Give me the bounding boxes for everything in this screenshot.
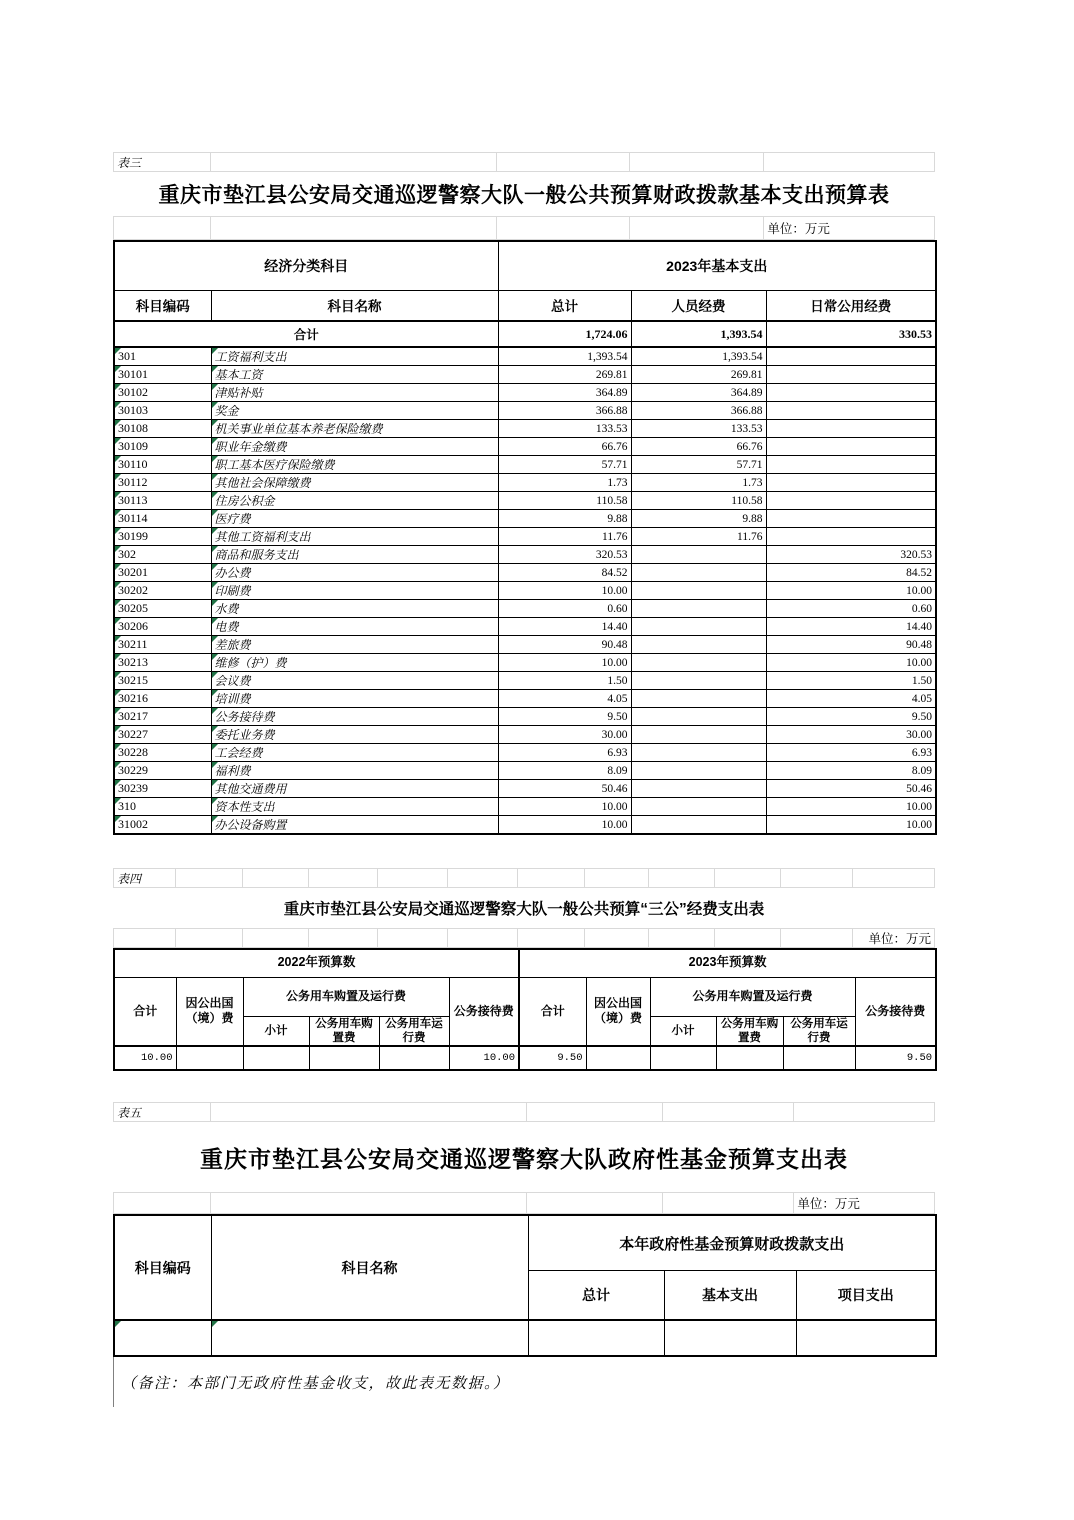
table3-name-cell: 工资福利支出 bbox=[211, 347, 498, 366]
table3-name-cell: 委托业务费 bbox=[211, 726, 498, 744]
table3-code-cell: 310 bbox=[114, 798, 211, 816]
table5-col-project: 项目支出 bbox=[796, 1270, 936, 1320]
table3-row bbox=[114, 456, 936, 474]
sheet5-gridline-row bbox=[113, 1102, 935, 1122]
table4-2023-operation: 公务用车运行费 bbox=[783, 1016, 855, 1046]
table3-code-cell: 30201 bbox=[114, 564, 211, 582]
table3-code-cell: 30199 bbox=[114, 528, 211, 546]
table3-name-cell: 基本工资 bbox=[211, 366, 498, 384]
table3-name-cell: 其他社会保障缴费 bbox=[211, 474, 498, 492]
table3-daily-cell: 9.50 bbox=[766, 708, 936, 726]
table4-2022-vehicle-group: 公务用车购置及运行费 bbox=[243, 977, 449, 1016]
grid-cell bbox=[649, 869, 715, 887]
table3-row bbox=[114, 726, 936, 744]
table5-title: 重庆市垫江县公安局交通巡逻警察大队政府性基金预算支出表 bbox=[200, 1145, 848, 1172]
table3-name-cell: 办公设备购置 bbox=[211, 816, 498, 835]
table3-name-cell: 其他工资福利支出 bbox=[211, 528, 498, 546]
table3-daily-cell: 320.53 bbox=[766, 546, 936, 564]
table3-name-cell: 住房公积金 bbox=[211, 492, 498, 510]
table3-daily-cell bbox=[766, 347, 936, 366]
grid-cell bbox=[518, 869, 585, 887]
grid-cell bbox=[378, 929, 448, 947]
grid-cell bbox=[211, 1193, 527, 1213]
grid-cell bbox=[649, 929, 715, 947]
table3-daily-cell: 10.00 bbox=[766, 798, 936, 816]
table4-unit-row bbox=[113, 928, 935, 948]
table3-daily-cell bbox=[766, 474, 936, 492]
table5-unit-label: 单位：万元 bbox=[797, 1197, 860, 1212]
grid-cell bbox=[114, 217, 211, 239]
table3-personnel-cell bbox=[631, 672, 766, 690]
table4-group-row bbox=[114, 977, 936, 1016]
grid-cell bbox=[781, 869, 853, 887]
table3-code-cell: 30108 bbox=[114, 420, 211, 438]
table5-empty-name-cell bbox=[211, 1320, 528, 1356]
table3-personnel-cell bbox=[631, 546, 766, 564]
table3-daily-cell: 10.00 bbox=[766, 816, 936, 835]
table3-row bbox=[114, 762, 936, 780]
table3-total-cell: 1.50 bbox=[498, 672, 631, 690]
table4-three-public-expense bbox=[113, 948, 937, 1071]
table3-name-cell: 会议费 bbox=[211, 672, 498, 690]
table4-value-cell bbox=[586, 1046, 650, 1070]
table3-row bbox=[114, 708, 936, 726]
table3-total-cell: 10.00 bbox=[498, 816, 631, 835]
table3-total-cell: 14.40 bbox=[498, 618, 631, 636]
table3-daily-cell bbox=[766, 456, 936, 474]
table3-row bbox=[114, 564, 936, 582]
table5-empty-total-cell bbox=[528, 1320, 664, 1356]
table4-value-cell: 10.00 bbox=[449, 1046, 519, 1070]
grid-cell bbox=[585, 869, 649, 887]
table3-total-cell: 133.53 bbox=[498, 420, 631, 438]
table5-note: （备注：本部门无政府性基金收支，故此表无数据。） bbox=[113, 1357, 935, 1407]
table4-year-2022: 2022年预算数 bbox=[114, 949, 519, 977]
table3-header-2023-basic: 2023年基本支出 bbox=[498, 241, 936, 290]
table3-total-cell: 84.52 bbox=[498, 564, 631, 582]
table3-row bbox=[114, 384, 936, 402]
table3-personnel-cell bbox=[631, 726, 766, 744]
grid-cell bbox=[176, 869, 243, 887]
grid-cell bbox=[448, 929, 518, 947]
table3-personnel-cell bbox=[631, 798, 766, 816]
table3-row bbox=[114, 366, 936, 384]
table3-total-total: 1,724.06 bbox=[498, 321, 631, 347]
table3-total-cell: 10.00 bbox=[498, 798, 631, 816]
table3-unit-label: 单位：万元 bbox=[767, 222, 830, 236]
table3-name-cell: 其他交通费用 bbox=[211, 780, 498, 798]
grid-cell bbox=[211, 1103, 527, 1121]
table3-personnel-cell bbox=[631, 564, 766, 582]
table3-personnel-cell bbox=[631, 744, 766, 762]
table3-code-cell: 30202 bbox=[114, 582, 211, 600]
table3-name-cell: 公务接待费 bbox=[211, 708, 498, 726]
table3-daily-cell bbox=[766, 420, 936, 438]
table3-row bbox=[114, 582, 936, 600]
table3-personnel-cell bbox=[631, 636, 766, 654]
table5-empty-basic-cell bbox=[664, 1320, 796, 1356]
table4-value-cell bbox=[243, 1046, 309, 1070]
table3-name-cell: 机关事业单位基本养老保险缴费 bbox=[211, 420, 498, 438]
table5-col-name: 科目名称 bbox=[211, 1215, 528, 1320]
table3-row bbox=[114, 636, 936, 654]
table3-name-cell: 印刷费 bbox=[211, 582, 498, 600]
grid-cell bbox=[497, 153, 630, 171]
grid-cell bbox=[211, 217, 497, 239]
grid-cell bbox=[715, 869, 782, 887]
table3-name-cell: 电费 bbox=[211, 618, 498, 636]
table5-col-total: 总计 bbox=[528, 1270, 664, 1320]
table3-personnel-cell: 133.53 bbox=[631, 420, 766, 438]
table3-daily-cell: 90.48 bbox=[766, 636, 936, 654]
table3-total-cell: 10.00 bbox=[498, 654, 631, 672]
table3-code-cell: 31002 bbox=[114, 816, 211, 835]
table4-2022-reception: 公务接待费 bbox=[449, 977, 519, 1046]
table3-personnel-cell bbox=[631, 618, 766, 636]
table3-total-cell: 4.05 bbox=[498, 690, 631, 708]
table4-2023-total: 合计 bbox=[519, 977, 586, 1046]
table5-empty-code-cell bbox=[114, 1320, 211, 1356]
table3-total-cell: 57.71 bbox=[498, 456, 631, 474]
table3-name-cell: 维修（护）费 bbox=[211, 654, 498, 672]
table4-value-cell: 10.00 bbox=[114, 1046, 176, 1070]
table4-2022-purchase: 公务用车购置费 bbox=[309, 1016, 379, 1046]
table3-daily-cell bbox=[766, 402, 936, 420]
table4-2022-subtotal: 小计 bbox=[243, 1016, 309, 1046]
table3-header-group-row bbox=[114, 241, 936, 290]
table3-total-cell: 10.00 bbox=[498, 582, 631, 600]
sheet4-label: 表四 bbox=[114, 869, 176, 887]
table3-personnel-cell bbox=[631, 600, 766, 618]
grid-cell bbox=[663, 1193, 795, 1213]
table3-daily-cell bbox=[766, 438, 936, 456]
table3-code-cell: 30217 bbox=[114, 708, 211, 726]
table3-total-cell: 0.60 bbox=[498, 600, 631, 618]
table3-name-cell: 商品和服务支出 bbox=[211, 546, 498, 564]
grid-cell bbox=[630, 217, 765, 239]
table3-code-cell: 30109 bbox=[114, 438, 211, 456]
table3-row bbox=[114, 546, 936, 564]
table3-total-cell: 1,393.54 bbox=[498, 347, 631, 366]
table3-title: 重庆市垫江县公安局交通巡逻警察大队一般公共预算财政拨款基本支出预算表 bbox=[158, 184, 890, 207]
table3-total-cell: 9.50 bbox=[498, 708, 631, 726]
grid-cell bbox=[585, 929, 649, 947]
table3-code-cell: 301 bbox=[114, 347, 211, 366]
table3-name-cell: 津贴补贴 bbox=[211, 384, 498, 402]
table3-name-cell: 职业年金缴费 bbox=[211, 438, 498, 456]
table3-row bbox=[114, 347, 936, 366]
table3-personnel-cell: 364.89 bbox=[631, 384, 766, 402]
table5-col-code: 科目编码 bbox=[114, 1215, 211, 1320]
table3-total-cell: 364.89 bbox=[498, 384, 631, 402]
table3-total-cell: 269.81 bbox=[498, 366, 631, 384]
table3-row bbox=[114, 402, 936, 420]
table3-personnel-cell: 1,393.54 bbox=[631, 347, 766, 366]
table3-row bbox=[114, 690, 936, 708]
table3-col-personnel: 人员经费 bbox=[631, 290, 766, 321]
table3-personnel-cell bbox=[631, 708, 766, 726]
grid-cell bbox=[176, 929, 243, 947]
table3-total-cell: 366.88 bbox=[498, 402, 631, 420]
table3-code-cell: 30216 bbox=[114, 690, 211, 708]
table3-daily-cell: 1.50 bbox=[766, 672, 936, 690]
table3-row bbox=[114, 474, 936, 492]
table3-code-cell: 30239 bbox=[114, 780, 211, 798]
table3-personnel-cell bbox=[631, 780, 766, 798]
table3-code-cell: 30227 bbox=[114, 726, 211, 744]
table3-daily-cell: 0.60 bbox=[766, 600, 936, 618]
table5-empty-row bbox=[114, 1320, 936, 1356]
table4-data-row bbox=[114, 1046, 936, 1070]
table3-name-cell: 办公费 bbox=[211, 564, 498, 582]
table4-value-cell: 9.50 bbox=[855, 1046, 936, 1070]
table3-name-cell: 工会经费 bbox=[211, 744, 498, 762]
table3-daily-cell bbox=[766, 384, 936, 402]
table3-code-cell: 30110 bbox=[114, 456, 211, 474]
table3-name-cell: 培训费 bbox=[211, 690, 498, 708]
table3-code-cell: 30113 bbox=[114, 492, 211, 510]
table3-total-cell: 30.00 bbox=[498, 726, 631, 744]
table3-total-cell: 90.48 bbox=[498, 636, 631, 654]
table3-col-total: 总计 bbox=[498, 290, 631, 321]
table3-total-row bbox=[114, 321, 936, 347]
table5-government-fund-budget bbox=[113, 1214, 937, 1357]
grid-cell bbox=[378, 869, 448, 887]
table3-total-cell: 6.93 bbox=[498, 744, 631, 762]
table3-row bbox=[114, 744, 936, 762]
table3-unit-row bbox=[113, 216, 935, 240]
table3-total-cell: 8.09 bbox=[498, 762, 631, 780]
table3-code-cell: 30206 bbox=[114, 618, 211, 636]
table4-2023-abroad: 因公出国（境）费 bbox=[586, 977, 650, 1046]
table3-code-cell: 302 bbox=[114, 546, 211, 564]
grid-cell bbox=[211, 153, 497, 171]
table3-row bbox=[114, 528, 936, 546]
table3-total-cell: 9.88 bbox=[498, 510, 631, 528]
table3-daily-cell bbox=[766, 366, 936, 384]
sheet4-gridline-row bbox=[113, 868, 935, 888]
table4-value-cell bbox=[650, 1046, 716, 1070]
table3-basic-expenditure bbox=[113, 240, 937, 835]
table3-code-cell: 30102 bbox=[114, 384, 211, 402]
grid-cell bbox=[448, 869, 518, 887]
table3-code-cell: 30103 bbox=[114, 402, 211, 420]
grid-cell bbox=[527, 1103, 663, 1121]
table3-name-cell: 水费 bbox=[211, 600, 498, 618]
table3-row bbox=[114, 510, 936, 528]
table5-header-fund-group: 本年政府性基金预算财政拨款支出 bbox=[528, 1215, 936, 1270]
table3-daily-cell bbox=[766, 492, 936, 510]
table3-total-personnel: 1,393.54 bbox=[631, 321, 766, 347]
table3-total-cell: 320.53 bbox=[498, 546, 631, 564]
table3-total-cell: 110.58 bbox=[498, 492, 631, 510]
sheet3-label: 表三 bbox=[114, 153, 211, 171]
table3-code-cell: 30112 bbox=[114, 474, 211, 492]
table3-personnel-cell bbox=[631, 690, 766, 708]
table3-row bbox=[114, 672, 936, 690]
table3-personnel-cell: 366.88 bbox=[631, 402, 766, 420]
table3-header-economic-class: 经济分类科目 bbox=[114, 241, 498, 290]
table3-personnel-cell bbox=[631, 582, 766, 600]
table3-personnel-cell: 66.76 bbox=[631, 438, 766, 456]
table3-personnel-cell bbox=[631, 762, 766, 780]
table3-col-daily: 日常公用经费 bbox=[766, 290, 936, 321]
table3-daily-cell bbox=[766, 528, 936, 546]
table3-daily-cell: 50.46 bbox=[766, 780, 936, 798]
table3-personnel-cell: 269.81 bbox=[631, 366, 766, 384]
grid-cell bbox=[243, 929, 309, 947]
table3-row bbox=[114, 492, 936, 510]
table4-year-row bbox=[114, 949, 936, 977]
table3-daily-cell: 6.93 bbox=[766, 744, 936, 762]
table5-header-group-row bbox=[114, 1215, 936, 1270]
table4-2023-vehicle-group: 公务用车购置及运行费 bbox=[650, 977, 855, 1016]
grid-cell bbox=[114, 1193, 211, 1213]
table3-row bbox=[114, 780, 936, 798]
table3-personnel-cell bbox=[631, 654, 766, 672]
table3-personnel-cell: 110.58 bbox=[631, 492, 766, 510]
table3-name-cell: 差旅费 bbox=[211, 636, 498, 654]
sheet3-gridline-row bbox=[113, 152, 935, 172]
table4-2023-purchase: 公务用车购置费 bbox=[716, 1016, 783, 1046]
table3-daily-cell: 10.00 bbox=[766, 654, 936, 672]
table3-code-cell: 30211 bbox=[114, 636, 211, 654]
table3-daily-cell: 8.09 bbox=[766, 762, 936, 780]
grid-cell bbox=[309, 929, 379, 947]
table5-col-basic: 基本支出 bbox=[664, 1270, 796, 1320]
table3-personnel-cell bbox=[631, 816, 766, 835]
grid-cell bbox=[663, 1103, 795, 1121]
table3-daily-cell: 4.05 bbox=[766, 690, 936, 708]
table3-total-cell: 1.73 bbox=[498, 474, 631, 492]
table3-total-cell: 50.46 bbox=[498, 780, 631, 798]
grid-cell bbox=[243, 869, 309, 887]
table3-personnel-cell: 57.71 bbox=[631, 456, 766, 474]
table3-code-cell: 30205 bbox=[114, 600, 211, 618]
table3-row bbox=[114, 654, 936, 672]
table3-total-label: 合计 bbox=[114, 321, 498, 347]
table5-unit-row bbox=[113, 1192, 935, 1214]
table3-col-code: 科目编码 bbox=[114, 290, 211, 321]
table3-daily-cell: 10.00 bbox=[766, 582, 936, 600]
table3-code-cell: 30101 bbox=[114, 366, 211, 384]
grid-cell bbox=[715, 929, 782, 947]
table3-header-columns-row bbox=[114, 290, 936, 321]
table3-code-cell: 30215 bbox=[114, 672, 211, 690]
table3-row bbox=[114, 816, 936, 835]
table3-code-cell: 30213 bbox=[114, 654, 211, 672]
grid-cell bbox=[309, 869, 379, 887]
table3-code-cell: 30229 bbox=[114, 762, 211, 780]
table3-row bbox=[114, 438, 936, 456]
table3-name-cell: 医疗费 bbox=[211, 510, 498, 528]
table4-value-cell bbox=[783, 1046, 855, 1070]
table3-daily-cell: 30.00 bbox=[766, 726, 936, 744]
content-area bbox=[113, 152, 935, 1407]
table3-row bbox=[114, 600, 936, 618]
table3-personnel-cell: 9.88 bbox=[631, 510, 766, 528]
table4-value-cell bbox=[309, 1046, 379, 1070]
table3-row bbox=[114, 420, 936, 438]
table5-empty-project-cell bbox=[796, 1320, 936, 1356]
table4-title: 重庆市垫江县公安局交通巡逻警察大队一般公共预算“三公”经费支出表 bbox=[283, 901, 765, 918]
table3-col-name: 科目名称 bbox=[211, 290, 498, 321]
grid-cell bbox=[518, 929, 585, 947]
table4-2022-total: 合计 bbox=[114, 977, 176, 1046]
grid-cell bbox=[853, 869, 934, 887]
table4-2022-abroad: 因公出国（境）费 bbox=[176, 977, 243, 1046]
table3-daily-cell bbox=[766, 510, 936, 528]
table4-value-cell bbox=[716, 1046, 783, 1070]
table4-year-2023: 2023年预算数 bbox=[519, 949, 936, 977]
table4-value-cell: 9.50 bbox=[519, 1046, 586, 1070]
table3-personnel-cell: 11.76 bbox=[631, 528, 766, 546]
table4-2022-operation: 公务用车运行费 bbox=[379, 1016, 449, 1046]
grid-cell bbox=[114, 929, 176, 947]
table4-value-cell bbox=[379, 1046, 449, 1070]
table3-daily-cell: 84.52 bbox=[766, 564, 936, 582]
table3-name-cell: 福利费 bbox=[211, 762, 498, 780]
table3-personnel-cell: 1.73 bbox=[631, 474, 766, 492]
table3-daily-cell: 14.40 bbox=[766, 618, 936, 636]
table4-unit-label: 单位：万元 bbox=[868, 932, 932, 946]
table4-value-cell bbox=[176, 1046, 243, 1070]
table3-name-cell: 奖金 bbox=[211, 402, 498, 420]
grid-cell bbox=[794, 1103, 934, 1121]
grid-cell bbox=[527, 1193, 663, 1213]
table3-code-cell: 30114 bbox=[114, 510, 211, 528]
table3-total-cell: 66.76 bbox=[498, 438, 631, 456]
table3-code-cell: 30228 bbox=[114, 744, 211, 762]
table3-total-cell: 11.76 bbox=[498, 528, 631, 546]
grid-cell bbox=[764, 153, 934, 171]
table4-2023-reception: 公务接待费 bbox=[855, 977, 936, 1046]
table3-name-cell: 职工基本医疗保险缴费 bbox=[211, 456, 498, 474]
table4-2023-subtotal: 小计 bbox=[650, 1016, 716, 1046]
grid-cell bbox=[497, 217, 630, 239]
table3-row bbox=[114, 798, 936, 816]
table3-total-daily: 330.53 bbox=[766, 321, 936, 347]
grid-cell bbox=[630, 153, 765, 171]
sheet5-label: 表五 bbox=[114, 1103, 211, 1121]
grid-cell bbox=[781, 929, 853, 947]
table3-name-cell: 资本性支出 bbox=[211, 798, 498, 816]
table3-row bbox=[114, 618, 936, 636]
